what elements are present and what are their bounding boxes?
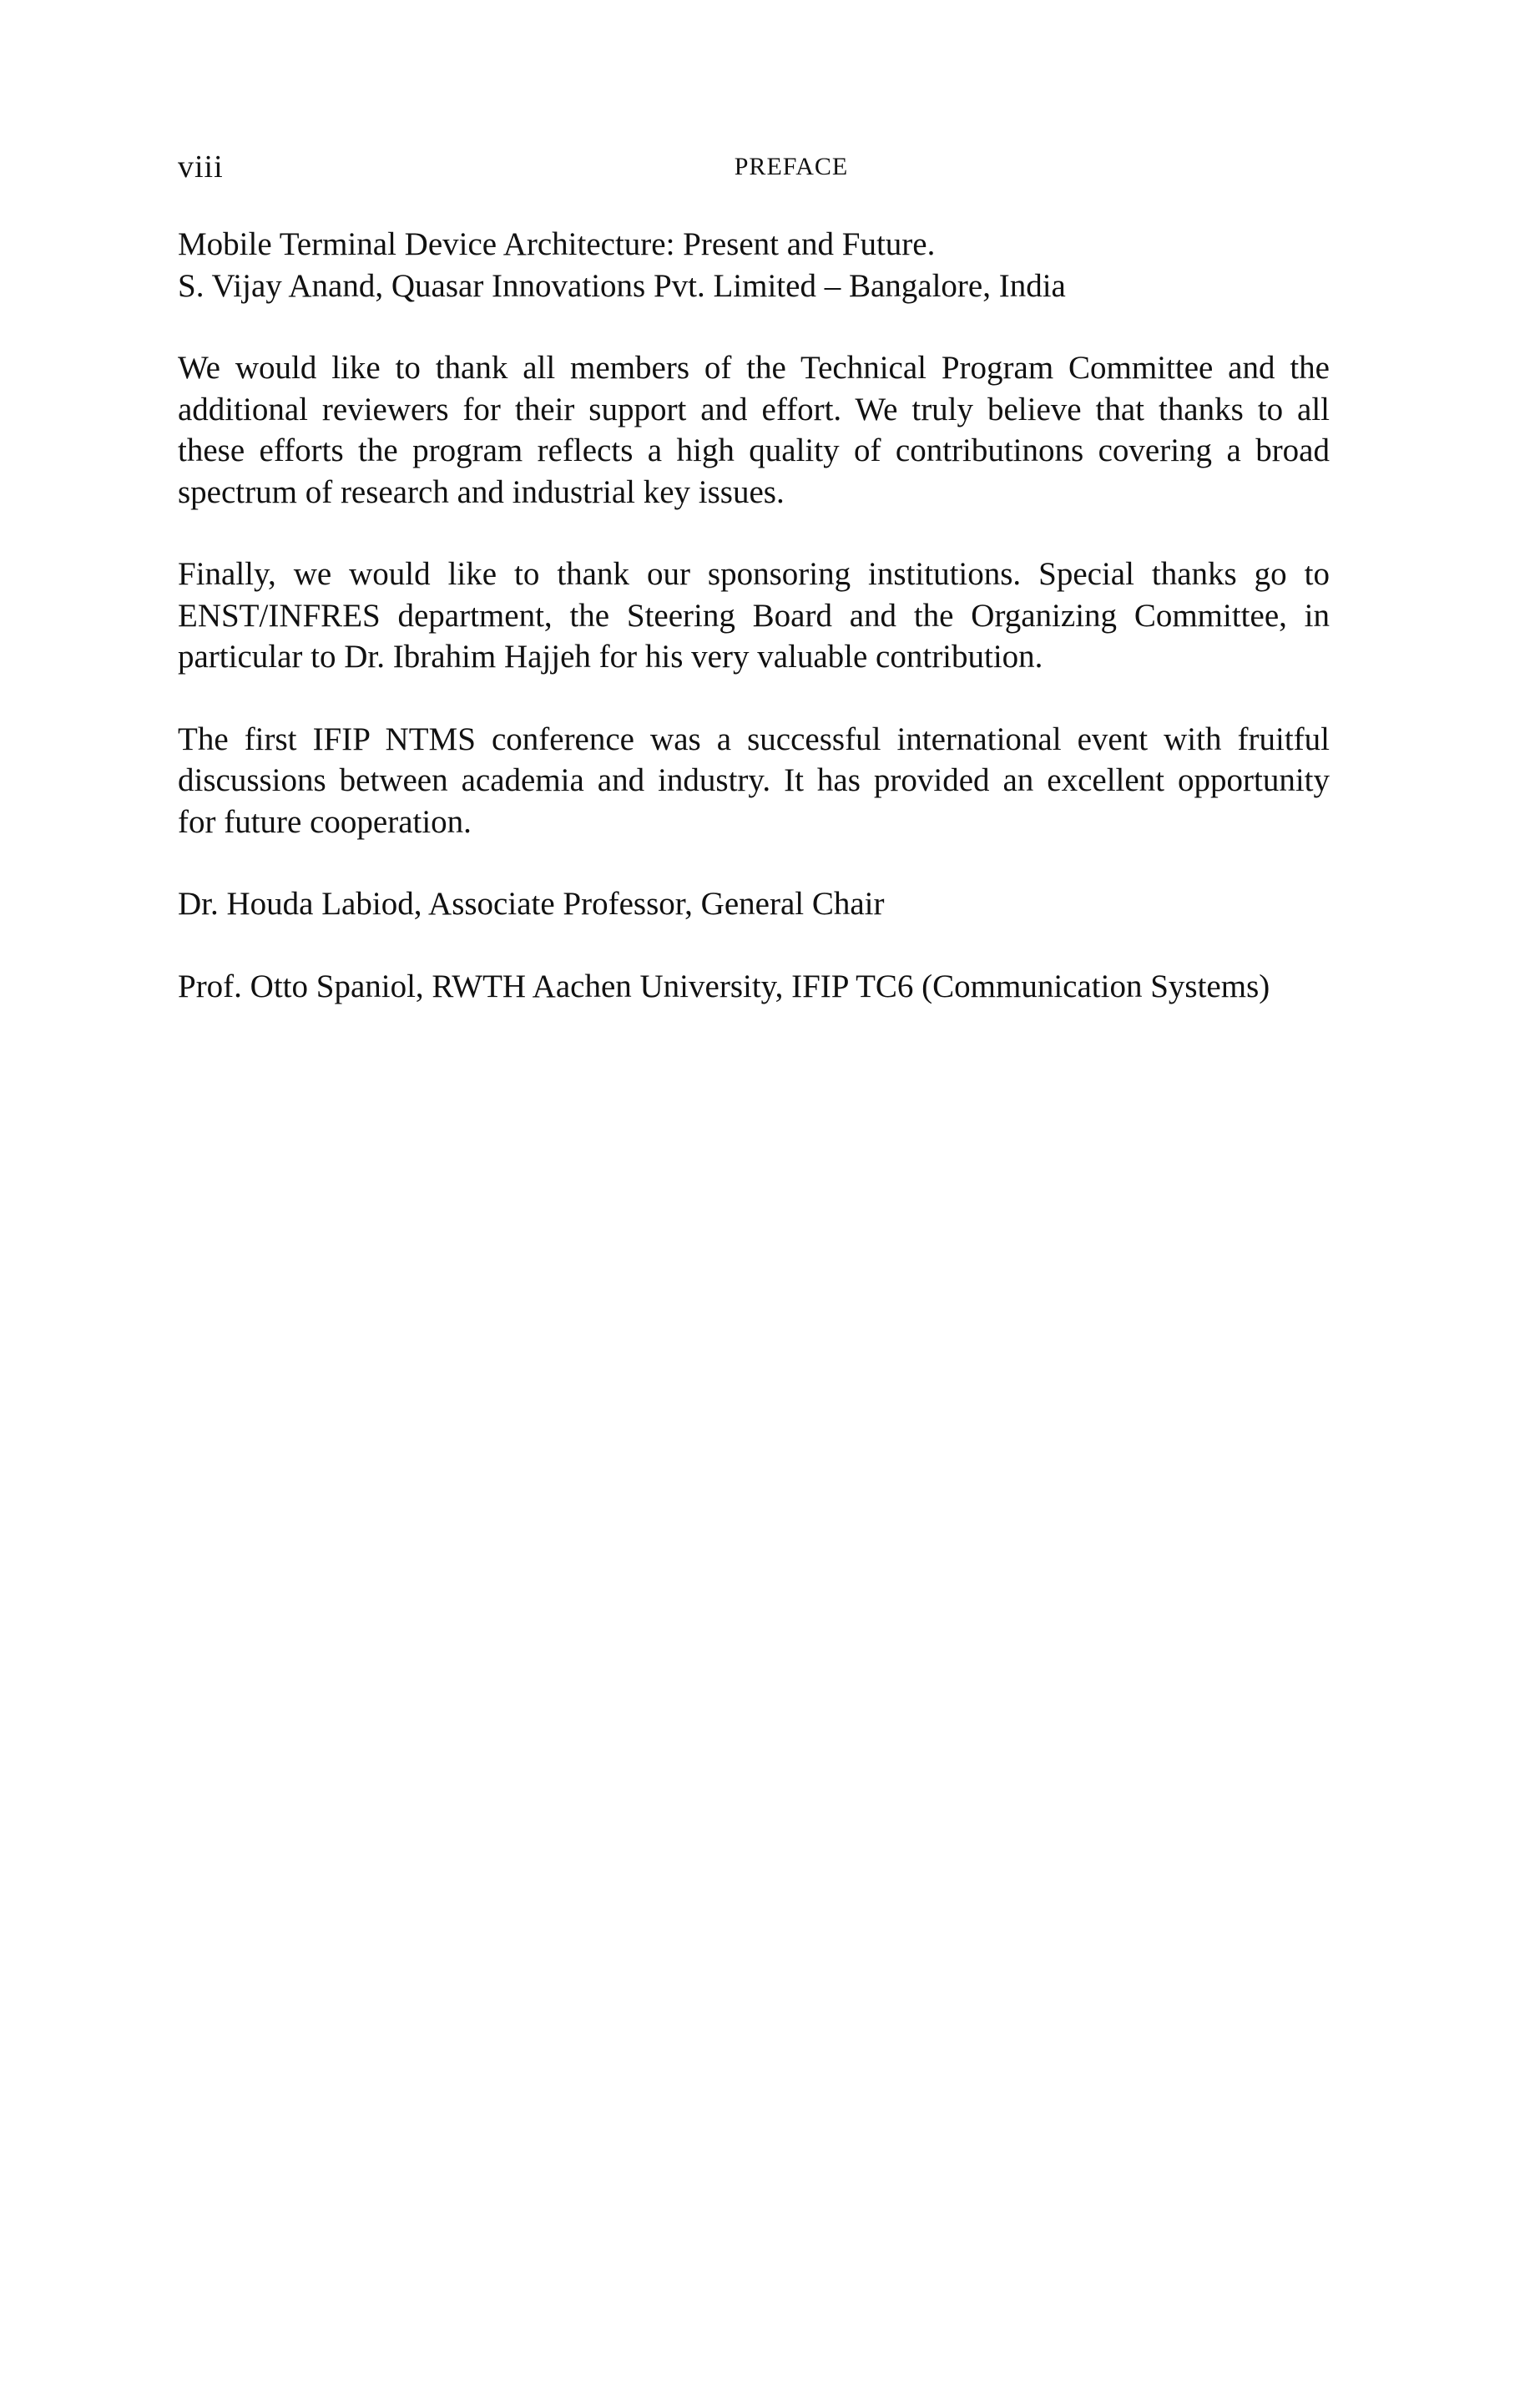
body-text bbox=[178, 224, 1330, 1048]
conclusion-paragraph bbox=[178, 719, 1330, 843]
signature-general-chair bbox=[178, 883, 1330, 925]
paragraph-line: particular to Dr. Ibrahim Hajjeh for his very valuable contribution. bbox=[178, 639, 1043, 675]
running-title: PREFACE bbox=[734, 153, 849, 180]
paragraph-line: discussions between academia and industry. It has provided an excellent opportunity bbox=[178, 762, 1330, 798]
page-number: viii bbox=[178, 149, 224, 185]
talk-speaker: S. Vijay Anand, Quasar Innovations Pvt. Limited – Bangalore, India bbox=[178, 267, 1066, 304]
paragraph-line: these efforts the program reflects a high quality of contributinons covering a broad bbox=[178, 432, 1330, 468]
running-head bbox=[178, 142, 1330, 192]
paragraph-line: Finally, we would like to thank our sponsoring institutions. Special thanks go to bbox=[178, 556, 1330, 592]
talk-entry bbox=[178, 224, 1330, 306]
paragraph-line: ENST/INFRES department, the Steering Board and the Organizing Committee, in bbox=[178, 597, 1330, 634]
paragraph-line: We would like to thank all members of the Technical Program Committee and the bbox=[178, 350, 1330, 386]
paragraph-line: additional reviewers for their support and effort. We truly believe that thanks to all bbox=[178, 391, 1330, 427]
acknowledgement-paragraph bbox=[178, 347, 1330, 513]
signature-line: Prof. Otto Spaniol, RWTH Aachen University, IFIP TC6 (Communication Systems) bbox=[178, 968, 1270, 1004]
talk-title: Mobile Terminal Device Architecture: Present and Future. bbox=[178, 226, 936, 262]
paragraph-line: for future cooperation. bbox=[178, 803, 472, 840]
paragraph-line: The first IFIP NTMS conference was a successful international event with fruitful bbox=[178, 721, 1330, 757]
sponsors-paragraph bbox=[178, 554, 1330, 678]
signature-tc6 bbox=[178, 966, 1330, 1008]
signature-line: Dr. Houda Labiod, Associate Professor, General Chair bbox=[178, 886, 885, 922]
paragraph-line: spectrum of research and industrial key issues. bbox=[178, 473, 785, 510]
